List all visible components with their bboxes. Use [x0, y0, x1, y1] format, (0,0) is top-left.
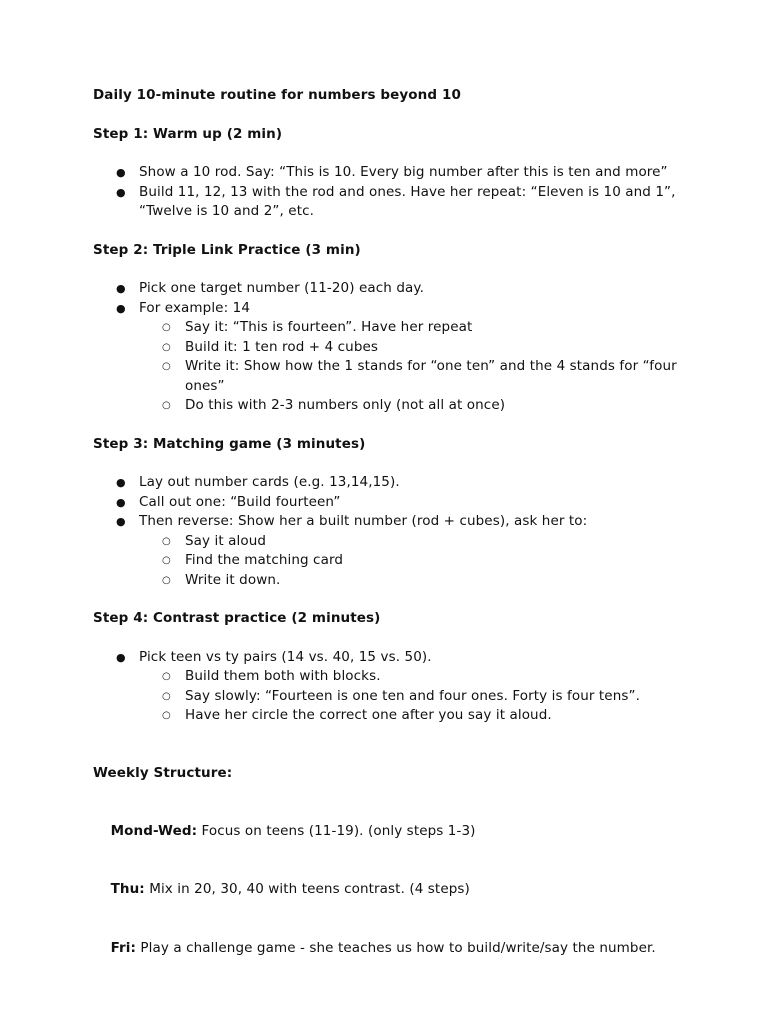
sub-list-item-text: Have her circle the correct one after you say it aloud.: [185, 707, 552, 723]
weekly-row-thu: [93, 861, 684, 920]
bullet-dot-icon: ●: [116, 515, 126, 528]
list-item-text: Lay out number cards (e.g. 13,14,15).: [139, 474, 400, 490]
weekly-row-lead: Mond-Wed:: [110, 822, 198, 839]
list-item: [93, 279, 684, 299]
sub-list-item-text: Do this with 2-3 numbers only (not all at once): [185, 397, 506, 413]
sub-list-item: [139, 532, 684, 552]
sub-list-item: [139, 667, 684, 687]
bullet-circle-icon: ○: [162, 361, 171, 372]
step-2-list: [93, 279, 684, 416]
step-1-list: [93, 163, 684, 222]
list-item: [93, 648, 684, 726]
sub-list-item-text: Say slowly: “Fourteen is one ten and four ones. Forty is four tens”.: [185, 687, 640, 704]
list-item: [93, 183, 684, 222]
list-item-text: For example: 14: [139, 299, 251, 316]
bullet-dot-icon: ●: [116, 495, 126, 509]
step-3-heading: Step 3: Matching game (3 minutes): [93, 435, 366, 452]
bullet-dot-icon: ●: [116, 476, 126, 489]
step-4-list: [93, 648, 684, 726]
bullet-circle-icon: ○: [162, 341, 171, 353]
list-item: [93, 299, 684, 416]
bullet-circle-icon: ○: [162, 535, 171, 547]
sub-list-item-text: Find the matching card: [185, 552, 344, 568]
weekly-row-mond-wed: [93, 802, 684, 861]
weekly-row-text: Focus on teens (11-19). (only steps 1-3): [197, 822, 476, 839]
sub-list-item-text: Build them both with blocks.: [185, 668, 381, 684]
sub-list-item: [139, 318, 684, 338]
weekly-row-fri: [93, 919, 684, 978]
sub-list-item-text: Say it aloud: [185, 532, 267, 549]
list-item: [93, 493, 684, 513]
sub-list-item: [139, 396, 684, 416]
sub-list-item: [139, 706, 684, 726]
weekly-row-text: Play a challenge game - she teaches us how to build/write/say the number.: [136, 939, 656, 956]
list-item-text: Pick teen vs ty pairs (14 vs. 40, 15 vs. 50).: [139, 648, 432, 665]
sub-list-item: [139, 551, 684, 571]
bullet-dot-icon: ●: [116, 185, 126, 199]
weekly-row-lead: Thu:: [110, 881, 145, 897]
bullet-circle-icon: ○: [162, 555, 171, 566]
weekly-row-lead: Fri:: [110, 939, 137, 956]
bullet-circle-icon: ○: [162, 671, 171, 682]
list-item-text: Pick one target number (11-20) each day.: [139, 280, 424, 296]
sub-list-item-text: Build it: 1 ten rod + 4 cubes: [185, 338, 379, 355]
bullet-circle-icon: ○: [162, 574, 171, 586]
sub-list-item: [139, 687, 684, 707]
sub-list-item-text: Write it: Show how the 1 stands for “one ten” and the 4 stands for “four ones”: [185, 358, 677, 394]
sub-list-item-text: Say it: “This is fourteen”. Have her repeat: [185, 319, 473, 335]
bullet-circle-icon: ○: [162, 322, 171, 333]
bullet-circle-icon: ○: [162, 710, 171, 721]
sub-list-item: [139, 571, 684, 591]
step-2-heading: Step 2: Triple Link Practice (3 min): [93, 241, 361, 258]
step-1-heading: Step 1: Warm up (2 min): [93, 125, 283, 142]
bullet-dot-icon: ●: [116, 650, 126, 664]
sub-list: [139, 667, 684, 726]
list-item-text: Call out one: “Build fourteen”: [139, 493, 341, 510]
sub-list: [139, 532, 684, 591]
bullet-dot-icon: ●: [116, 166, 126, 179]
list-item-text: Show a 10 rod. Say: “This is 10. Every big number after this is ten and more”: [139, 164, 668, 180]
sub-list: [139, 318, 684, 416]
document-title: Daily 10-minute routine for numbers beyond 10: [93, 87, 461, 103]
weekly-structure-heading: Weekly Structure:: [93, 764, 233, 781]
sub-list-item-text: Write it down.: [185, 571, 281, 588]
sub-list-item: [139, 338, 684, 358]
list-item-text: Build 11, 12, 13 with the rod and ones. Have her repeat: “Eleven is 10 and 1”, “Twelve is 10 and 2”, etc.: [139, 183, 676, 219]
bullet-dot-icon: ●: [116, 301, 126, 315]
weekly-row-text: Mix in 20, 30, 40 with teens contrast. (4 steps): [144, 881, 470, 897]
bullet-circle-icon: ○: [162, 690, 171, 702]
list-item-text: Then reverse: Show her a built number (rod + cubes), ask her to:: [139, 513, 588, 529]
sub-list-item: [139, 357, 684, 396]
step-3-list: [93, 473, 684, 590]
list-item: [93, 512, 684, 590]
list-item: [93, 163, 684, 183]
step-4-heading: Step 4: Contrast practice (2 minutes): [93, 610, 381, 626]
bullet-dot-icon: ●: [116, 282, 126, 295]
list-item: [93, 473, 684, 493]
bullet-circle-icon: ○: [162, 400, 171, 411]
